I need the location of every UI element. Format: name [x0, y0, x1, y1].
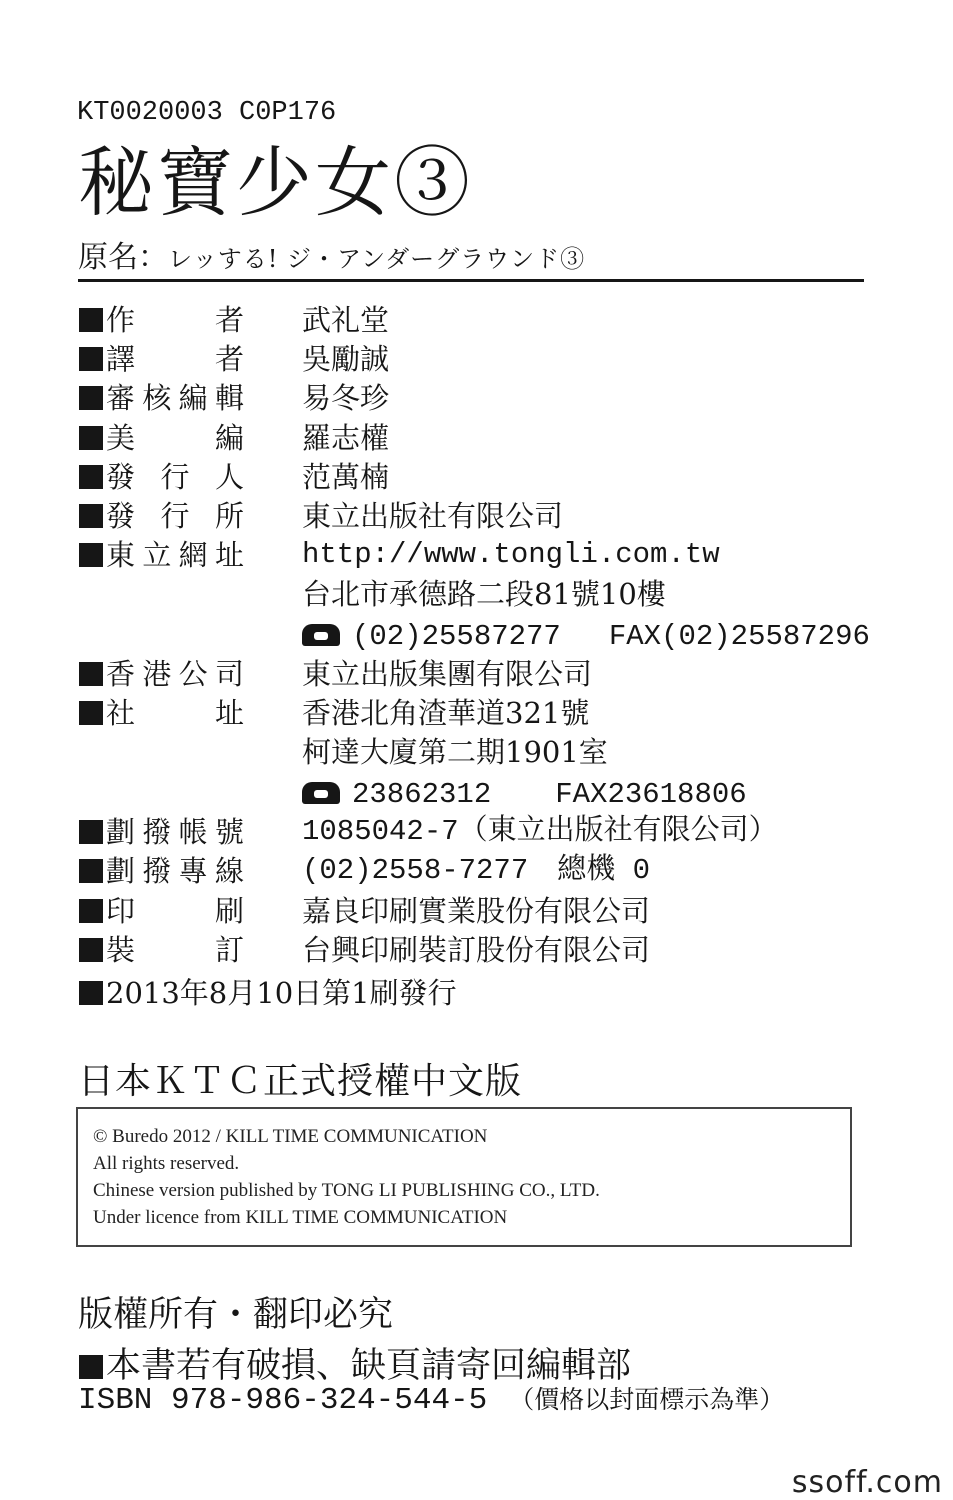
- credit-label: [79, 932, 244, 968]
- credit-value: 東立出版集團有限公司: [302, 657, 593, 691]
- hongkong-fax: FAX23618806: [555, 778, 747, 811]
- credit-label: [79, 302, 244, 338]
- credit-label-char: 者: [214, 342, 244, 376]
- credit-value: (02)2558-7277 總機 0: [302, 854, 651, 887]
- book-title: 秘寶少女③: [78, 138, 473, 227]
- credit-label: [79, 656, 244, 692]
- taipei-fax: FAX(02)25587296: [608, 620, 870, 653]
- credit-value: 范萬楠: [302, 460, 390, 494]
- isbn-line: [78, 1380, 784, 1418]
- original-title: [78, 232, 585, 276]
- credit-label-char: 發: [106, 460, 136, 494]
- credit-label-char: 譯: [106, 342, 136, 376]
- product-code: KT0020003 C0P176: [77, 98, 337, 128]
- credit-label-char: 輯: [214, 381, 244, 415]
- credit-label-char: 裝: [106, 933, 136, 967]
- credit-value: 台興印刷裝訂股份有限公司: [302, 933, 651, 967]
- credit-label-char: 發: [106, 499, 136, 533]
- credit-label: [79, 537, 244, 573]
- credit-label-char: 址: [214, 538, 244, 572]
- credit-label-char: 編: [214, 421, 244, 455]
- credit-label-char: 行: [160, 499, 190, 533]
- credit-label-char: 司: [214, 657, 244, 691]
- telephone-icon: [302, 624, 340, 646]
- credit-value: 羅志權: [302, 421, 390, 455]
- credit-label-char: 劃: [106, 815, 136, 849]
- credit-label: [79, 498, 244, 534]
- credit-label-char: 核: [142, 381, 172, 415]
- credit-label-char: 美: [106, 421, 136, 455]
- credit-label-char: 專: [178, 854, 208, 888]
- credit-label-char: 印: [106, 894, 136, 928]
- credit-label-char: 香: [106, 657, 136, 691]
- credit-label-char: 撥: [142, 854, 172, 888]
- credit-label-char: 址: [214, 696, 244, 730]
- credit-value: 香港北角渣華道321號: [302, 696, 590, 730]
- credit-value: http://www.tongli.com.tw: [302, 538, 720, 571]
- credit-label: [79, 853, 244, 889]
- credit-label: [79, 380, 244, 416]
- credit-label-char: 社: [106, 696, 136, 730]
- credit-value: 東立出版社有限公司: [302, 499, 564, 533]
- credit-label-char: 帳: [178, 815, 208, 849]
- credit-label-char: 人: [214, 460, 244, 494]
- credit-label: [79, 893, 244, 929]
- taipei-contact: [302, 616, 870, 655]
- hongkong-phone: 23862312: [352, 778, 492, 811]
- isbn: ISBN 978-986-324-544-5: [78, 1383, 488, 1418]
- copyright-line: All rights reserved.: [93, 1153, 240, 1174]
- credit-label-char: 刷: [214, 894, 244, 928]
- publish-date: 2013年8月10日第1刷發行: [79, 971, 457, 1012]
- hongkong-address-2: 柯達大廈第二期1901室: [302, 735, 608, 769]
- credit-value: 吳勵誠: [302, 342, 390, 376]
- credit-label-char: 作: [106, 303, 136, 337]
- credit-label-char: 編: [178, 381, 208, 415]
- credit-label-char: 公: [178, 657, 208, 691]
- taipei-address: 台北市承德路二段81號10樓: [302, 577, 666, 611]
- hongkong-contact: [302, 774, 747, 813]
- credit-label-char: 立: [142, 538, 172, 572]
- telephone-icon: [302, 782, 340, 804]
- credit-label-char: 東: [106, 538, 136, 572]
- credit-label-char: 所: [214, 499, 244, 533]
- credit-value: 武礼堂: [302, 303, 390, 337]
- original-title-label: 原名：: [78, 240, 168, 275]
- damage-notice: 本書若有破損、缺頁請寄回編輯部: [79, 1338, 631, 1388]
- credit-label-char: 者: [214, 303, 244, 337]
- credit-label: [79, 459, 244, 495]
- credit-label: [79, 695, 244, 731]
- taipei-phone: (02)25587277: [352, 620, 561, 653]
- credit-label-char: 號: [214, 815, 244, 849]
- copyright-line: Under licence from KILL TIME COMMUNICATION: [93, 1207, 508, 1228]
- credit-value: 嘉良印刷實業股份有限公司: [302, 894, 651, 928]
- credit-label: [79, 814, 244, 850]
- price-note: （價格以封面標示為準）: [509, 1385, 785, 1414]
- title-divider: [78, 279, 864, 282]
- copyright-line: Chinese version published by TONG LI PUBLISHING CO., LTD.: [93, 1180, 600, 1201]
- rights-notice: 版權所有・翻印必究: [78, 1295, 394, 1335]
- credit-label: [79, 420, 244, 456]
- watermark: ssoff.com: [791, 1465, 943, 1500]
- credit-value: 1085042-7（東立出版社有限公司）: [302, 815, 778, 848]
- credit-label-char: 訂: [214, 933, 244, 967]
- credit-label-char: 劃: [106, 854, 136, 888]
- credit-label-char: 撥: [142, 815, 172, 849]
- original-title-name: レッする! ジ・アンダーグラウンド③: [168, 245, 586, 273]
- credit-label-char: 港: [142, 657, 172, 691]
- credit-value: 易冬珍: [302, 381, 390, 415]
- credit-label: [79, 341, 244, 377]
- credit-label-char: 線: [214, 854, 244, 888]
- copyright-box: [76, 1107, 852, 1247]
- credit-label-char: 網: [178, 538, 208, 572]
- credit-label-char: 行: [160, 460, 190, 494]
- copyright-line: © Buredo 2012 / KILL TIME COMMUNICATION: [93, 1126, 488, 1147]
- credit-label-char: 審: [106, 381, 136, 415]
- license-statement: 日本ＫＴＣ正式授權中文版: [78, 1061, 523, 1102]
